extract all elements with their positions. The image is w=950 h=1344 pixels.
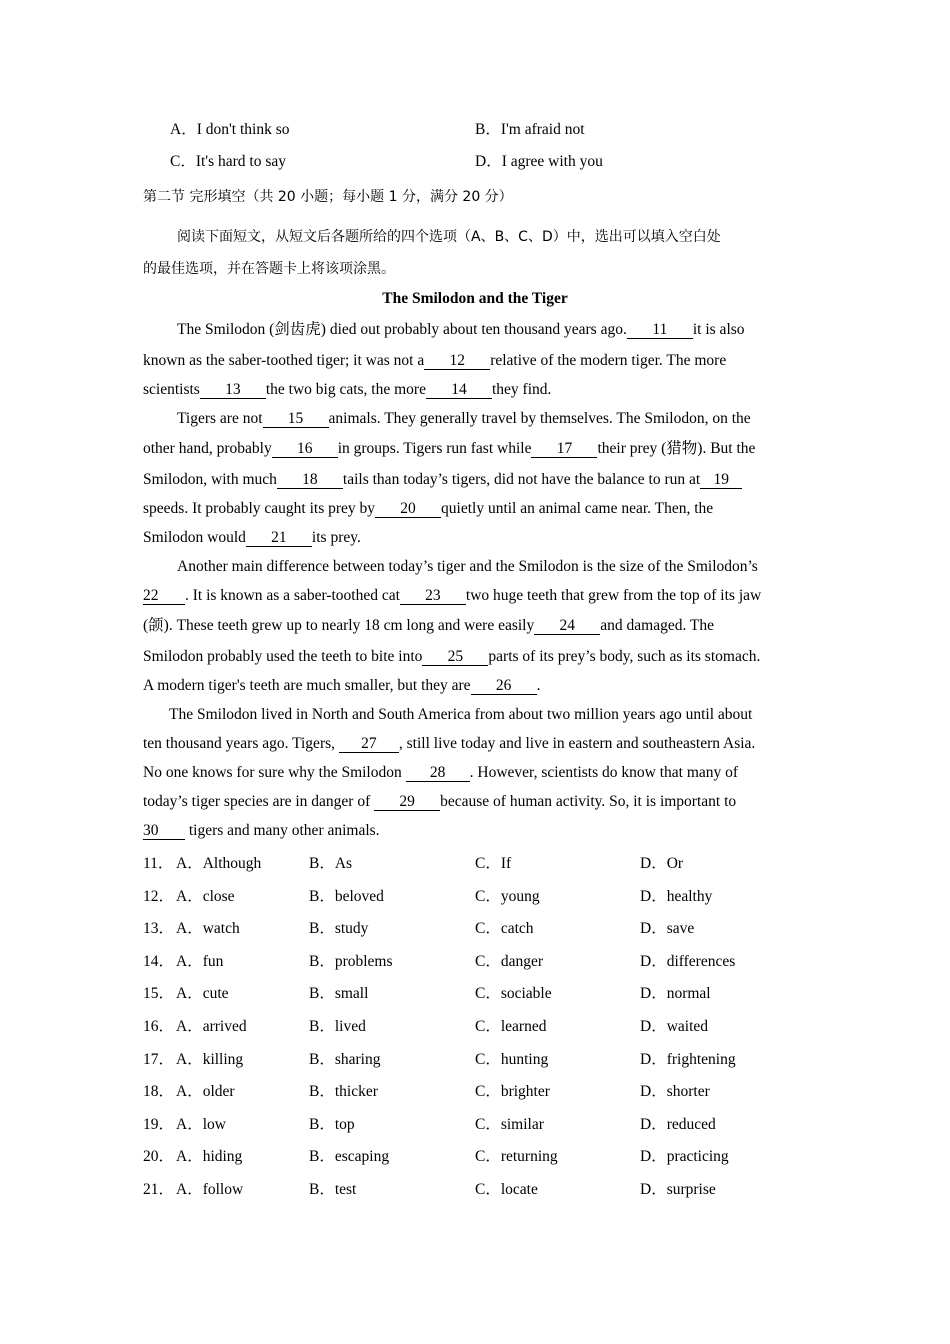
question-number: 18．	[143, 1083, 175, 1101]
option-b: B．thicker	[309, 1083, 378, 1101]
passage-line: (颌). These teeth grew up to nearly 18 cm long and were easily 24 and damaged. The	[143, 617, 715, 634]
option-a: A．cute	[176, 985, 229, 1003]
question-number: 11．	[143, 855, 174, 872]
option-b: B．escaping	[309, 1148, 390, 1166]
question-number: 17．	[143, 1050, 175, 1068]
question-row	[143, 884, 843, 906]
question-number: 15．	[143, 985, 175, 1003]
passage-line: Smilodon, with much 18 tails than today’s tigers, did not have the balance to run at 19	[143, 470, 742, 490]
option-c: C．danger	[475, 952, 544, 970]
passage-line: ten thousand years ago. Tigers, 27 , still live today and live in eastern and southeastern Asia.	[143, 735, 756, 752]
question-row	[143, 1047, 843, 1069]
option-c: C．hunting	[475, 1050, 549, 1068]
blank-16: 16	[272, 440, 338, 458]
question-number: 16．	[143, 1018, 175, 1035]
blank-28: 28	[406, 764, 470, 782]
question-row	[143, 851, 843, 873]
option-a: A．Although	[176, 855, 262, 872]
option-b: B．problems	[309, 952, 393, 970]
passage-line: 22 . It is known as a saber-toothed cat 23 two huge teeth that grew from the top of its jaw	[143, 587, 762, 604]
blank-19: 19	[700, 471, 742, 489]
option-c: C．sociable	[475, 985, 552, 1003]
blank-27: 27	[339, 735, 399, 753]
option-a: A．hiding	[176, 1148, 243, 1166]
option-c: C．returning	[475, 1148, 558, 1166]
option-d: D．Or	[640, 855, 684, 872]
question-row	[143, 981, 843, 1003]
passage-line: scientists 13 the two big cats, the more 14 they find.	[143, 381, 552, 398]
passage-line: Smilodon probably used the teeth to bite into 25 parts of its prey’s body, such as its stomach.	[143, 648, 761, 665]
instructions-line-2: 的最佳选项，并在答题卡上将该项涂黑。	[143, 261, 395, 277]
option-d: D．practicing	[640, 1148, 729, 1166]
option-d: D．differences	[640, 952, 736, 970]
option-a: A．older	[176, 1083, 235, 1101]
blank-17: 17	[531, 440, 597, 458]
option-d: D．shorter	[640, 1083, 710, 1101]
option-c: C．If	[475, 855, 512, 872]
option-c: C．young	[475, 887, 540, 905]
passage-line: speeds. It probably caught its prey by 20 quietly until an animal came near. Then, the	[143, 500, 714, 517]
option-d: D．normal	[640, 985, 711, 1003]
option-c: C．locate	[475, 1181, 538, 1198]
question-row	[143, 1144, 843, 1166]
prev-option-c: C．It's hard to say	[170, 153, 287, 170]
question-row	[143, 1014, 843, 1036]
prev-option-a: A．I don't think so	[170, 121, 290, 138]
blank-25: 25	[422, 648, 488, 666]
option-b: B．small	[309, 985, 369, 1003]
option-a: A．arrived	[176, 1018, 247, 1035]
option-b: B．beloved	[309, 887, 384, 905]
blank-14: 14	[426, 381, 492, 399]
blank-29: 29	[374, 793, 440, 811]
blank-15: 15	[263, 410, 329, 428]
option-d: D．waited	[640, 1018, 709, 1035]
blank-11: 11	[627, 321, 693, 339]
option-a: A．close	[176, 887, 235, 905]
blank-13: 13	[200, 381, 266, 399]
question-row	[143, 949, 843, 971]
question-number: 14．	[143, 952, 175, 970]
passage-line: Tigers are not 15 animals. They generally travel by themselves. The Smilodon, on the	[177, 410, 751, 427]
option-b: B．sharing	[309, 1050, 381, 1068]
blank-21: 21	[246, 529, 312, 547]
blank-12: 12	[424, 352, 490, 370]
option-c: C．brighter	[475, 1083, 550, 1101]
question-number: 13．	[143, 920, 175, 938]
option-a: A．fun	[176, 952, 224, 970]
question-number: 20．	[143, 1148, 175, 1166]
passage-line: Another main difference between today’s tiger and the Smilodon is the size of the Smilodon’s	[177, 558, 758, 575]
option-d: D．save	[640, 920, 695, 938]
question-number: 12．	[143, 887, 175, 905]
passage-line: The Smilodon (剑齿虎) died out probably about ten thousand years ago. 11 it is also	[177, 321, 745, 338]
question-number: 21．	[143, 1181, 175, 1198]
option-b: B．study	[309, 920, 369, 938]
passage-line: today’s tiger species are in danger of 29 because of human activity. So, it is important to	[143, 793, 737, 810]
question-row	[143, 916, 843, 938]
option-c: C．similar	[475, 1115, 544, 1133]
option-b: B．top	[309, 1115, 355, 1133]
blank-20: 20	[375, 500, 441, 518]
passage-line: other hand, probably 16 in groups. Tigers run fast while 17 their prey (猎物). But the	[143, 440, 756, 457]
option-a: A．low	[176, 1115, 226, 1133]
passage-line: The Smilodon lived in North and South America from about two million years ago until about	[169, 706, 753, 723]
section-heading: 第二节 完形填空（共 20 小题；每小题 1 分，满分 20 分）	[143, 189, 513, 205]
passage-line: Smilodon would 21 its prey.	[143, 529, 361, 546]
blank-18: 18	[277, 471, 343, 489]
instructions-line-1: 阅读下面短文，从短文后各题所给的四个选项（A、B、C、D）中，选出可以填入空白处	[177, 229, 721, 245]
question-row	[143, 1177, 843, 1199]
option-b: B．lived	[309, 1018, 366, 1035]
option-a: A．watch	[176, 920, 240, 938]
blank-22: 22	[143, 587, 185, 605]
option-c: C．learned	[475, 1018, 547, 1035]
blank-23: 23	[400, 587, 466, 605]
option-d: D．frightening	[640, 1050, 736, 1068]
prev-option-d: D．I agree with you	[475, 153, 603, 170]
option-d: D．healthy	[640, 887, 713, 905]
option-c: C．catch	[475, 920, 534, 938]
blank-30: 30	[143, 822, 185, 840]
option-a: A．killing	[176, 1050, 244, 1068]
option-b: B．As	[309, 855, 353, 872]
question-row	[143, 1112, 843, 1134]
passage-line: A modern tiger's teeth are much smaller, but they are 26 .	[143, 677, 541, 694]
blank-24: 24	[534, 617, 600, 635]
question-row	[143, 1079, 843, 1101]
passage-line: known as the saber-toothed tiger; it was not a 12 relative of the modern tiger. The more	[143, 352, 727, 369]
passage-line: No one knows for sure why the Smilodon 28 . However, scientists do know that many of	[143, 764, 739, 781]
option-d: D．surprise	[640, 1181, 716, 1198]
question-number: 19．	[143, 1115, 175, 1133]
blank-26: 26	[471, 677, 537, 695]
passage-line: 30 tigers and many other animals.	[143, 822, 380, 839]
option-a: A．follow	[176, 1181, 244, 1198]
option-b: B．test	[309, 1181, 357, 1198]
prev-option-b: B．I'm afraid not	[475, 121, 585, 138]
passage-title: The Smilodon and the Tiger	[382, 290, 568, 307]
option-d: D．reduced	[640, 1115, 716, 1133]
